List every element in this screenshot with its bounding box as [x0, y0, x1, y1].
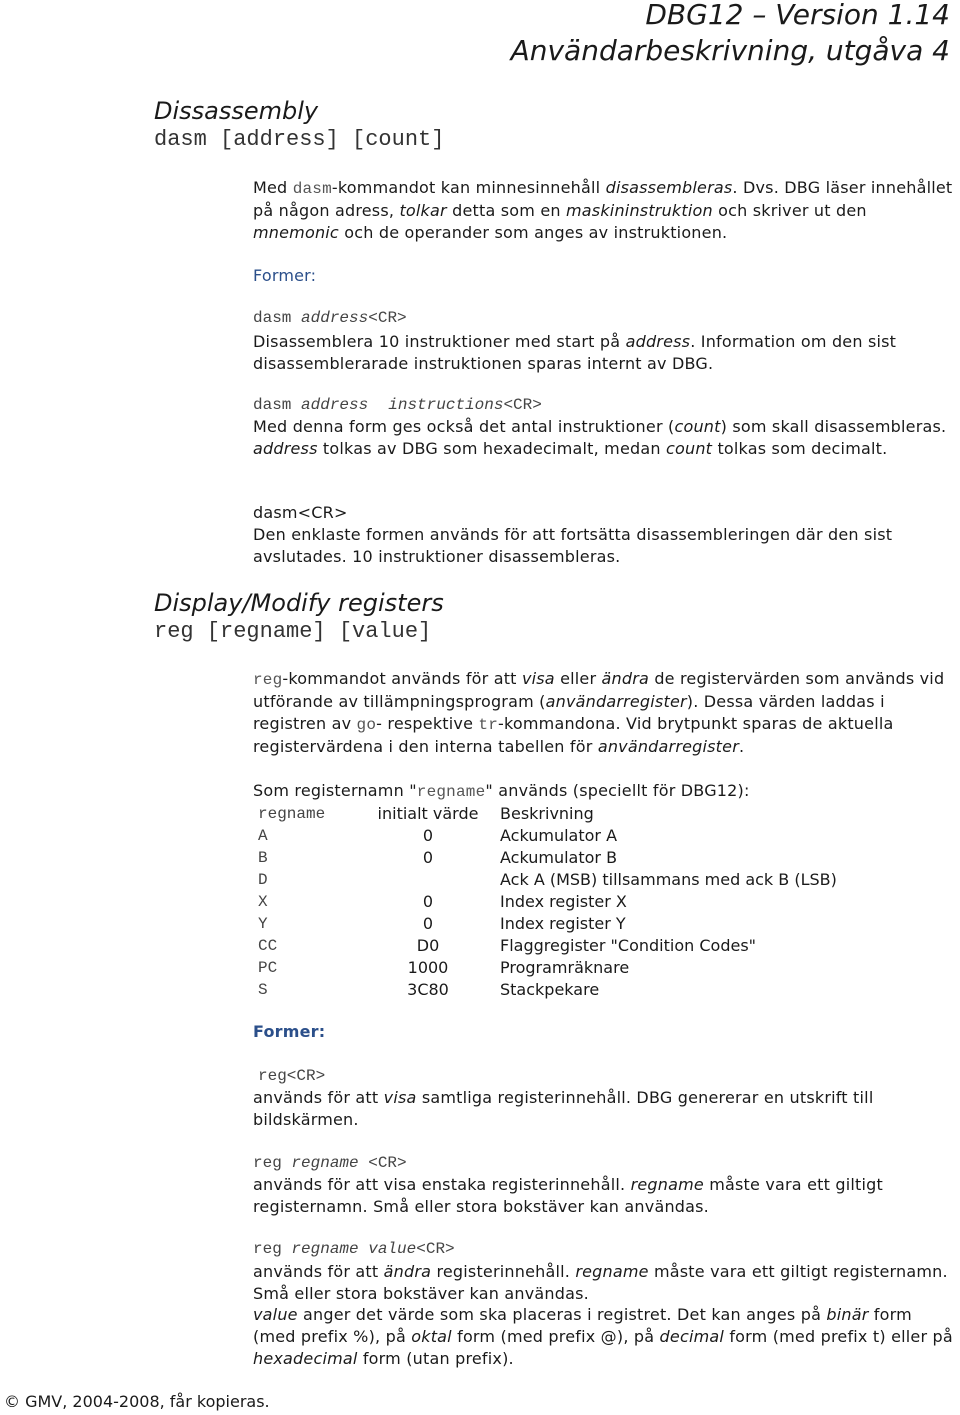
- dasm-form1-description: Disassemblera 10 instruktioner med start på address. Information om den sist disassemblerarade instruktionen sparas internt av DBG.: [253, 332, 897, 373]
- reg-form1-description: används för att visa samtliga registerinnehåll. DBG genererar en utskrift till bildskärmen.: [253, 1088, 874, 1129]
- register-table-header: [258, 803, 837, 825]
- reg-forms-label: Former:: [253, 1022, 326, 1041]
- table-row: [258, 957, 837, 979]
- reg-form2-command: reg regname <CR>: [253, 1154, 407, 1172]
- register-initial-value: 3C80: [407, 980, 449, 999]
- table-row: [258, 891, 837, 913]
- register-name: X: [258, 893, 268, 911]
- register-description: Programräknare: [500, 958, 630, 977]
- register-description: Index register Y: [500, 914, 626, 933]
- reg-value-description: value anger det värde som ska placeras i registret. Det kan anges på binär form (med prefix %), på oktal form (med prefix @), på decimal form (med prefix t) eller på hexadecimal form (utan prefix).: [253, 1305, 953, 1368]
- reg-form3-description: används för att ändra registerinnehåll. regname måste vara ett giltigt registernamn. Små eller stora bokstäver kan användas.: [253, 1262, 948, 1303]
- register-name: CC: [258, 937, 278, 955]
- dasm-form2-command: dasm address instructions<CR>: [253, 396, 542, 414]
- reg-form1-command: reg<CR>: [258, 1067, 326, 1085]
- register-name: S: [258, 981, 268, 999]
- regname-intro: Som registernamn "regname" används (speciellt för DBG12):: [253, 781, 750, 801]
- column-header-description: Beskrivning: [500, 804, 594, 823]
- dasm-forms-label: Former:: [253, 266, 317, 285]
- dasm-form3-command: dasm<CR>: [253, 503, 348, 522]
- section-command-dasm: dasm [address] [count]: [154, 127, 445, 152]
- register-name: Y: [258, 915, 268, 933]
- section-command-reg: reg [regname] [value]: [154, 619, 432, 644]
- table-row: [258, 913, 837, 935]
- register-table: [258, 803, 837, 1001]
- register-initial-value: [358, 869, 498, 891]
- register-description: Flaggregister "Condition Codes": [500, 936, 757, 955]
- table-row: [258, 825, 837, 847]
- column-header-regname: regname: [258, 805, 326, 823]
- section-title-disassembly: Dissassembly: [154, 97, 319, 125]
- section-title-registers: Display/Modify registers: [154, 589, 444, 617]
- dasm-form3-description: Den enklaste formen används för att fortsätta disassembleringen där den sist avslutades. 10 instruktioner disassembleras.: [253, 525, 893, 566]
- table-row: [258, 935, 837, 957]
- table-row: [258, 869, 837, 891]
- document-header-title: Användarbeskrivning, utgåva 4: [510, 34, 950, 67]
- dasm-form1-command: dasm address<CR>: [253, 309, 407, 327]
- register-initial-value: D0: [416, 936, 440, 955]
- register-name: B: [258, 849, 268, 867]
- register-name: D: [258, 871, 268, 889]
- register-name: PC: [258, 959, 278, 977]
- register-initial-value: 0: [422, 848, 434, 867]
- register-initial-value: 1000: [407, 958, 449, 977]
- copyright-footer: © GMV, 2004-2008, får kopieras.: [4, 1392, 270, 1411]
- register-initial-value: 0: [422, 892, 434, 911]
- table-row: [258, 847, 837, 869]
- register-description: Index register X: [500, 892, 627, 911]
- register-description: Ack A (MSB) tillsammans med ack B (LSB): [500, 870, 837, 889]
- reg-form2-description: används för att visa enstaka registerinnehåll. regname måste vara ett giltigt registernamn. Små eller stora bokstäver kan användas.: [253, 1175, 883, 1216]
- register-description: Ackumulator B: [500, 848, 618, 867]
- register-initial-value: 0: [422, 826, 434, 845]
- register-description: Stackpekare: [500, 980, 600, 999]
- dasm-intro-paragraph: Med dasm-kommandot kan minnesinnehåll disassembleras. Dvs. DBG läser innehållet på någon adress, tolkar detta som en maskininstruktion och skriver ut den mnemonic och de operander som anges av instruktionen.: [253, 178, 953, 242]
- document-header-version: DBG12 – Version 1.14: [645, 0, 950, 31]
- column-header-initial-value: initialt värde: [377, 804, 479, 823]
- reg-intro-paragraph: reg-kommandot används för att visa eller ändra de registervärden som används vid utförande av tillämpningsprogram (användarregister). Dessa värden laddas i registren av go- respektive tr-kommandona. Vid brytpunkt sparas de aktuella registervärdena i den interna tabellen för användarregister.: [253, 669, 945, 756]
- register-description: Ackumulator A: [500, 826, 618, 845]
- register-name: A: [258, 827, 268, 845]
- reg-form3-command: reg regname value<CR>: [253, 1240, 455, 1258]
- dasm-form2-description: Med denna form ges också det antal instruktioner (count) som skall disassembleras. address tolkas av DBG som hexadecimalt, medan count tolkas som decimalt.: [253, 417, 947, 458]
- table-row: [258, 979, 837, 1001]
- register-initial-value: 0: [422, 914, 434, 933]
